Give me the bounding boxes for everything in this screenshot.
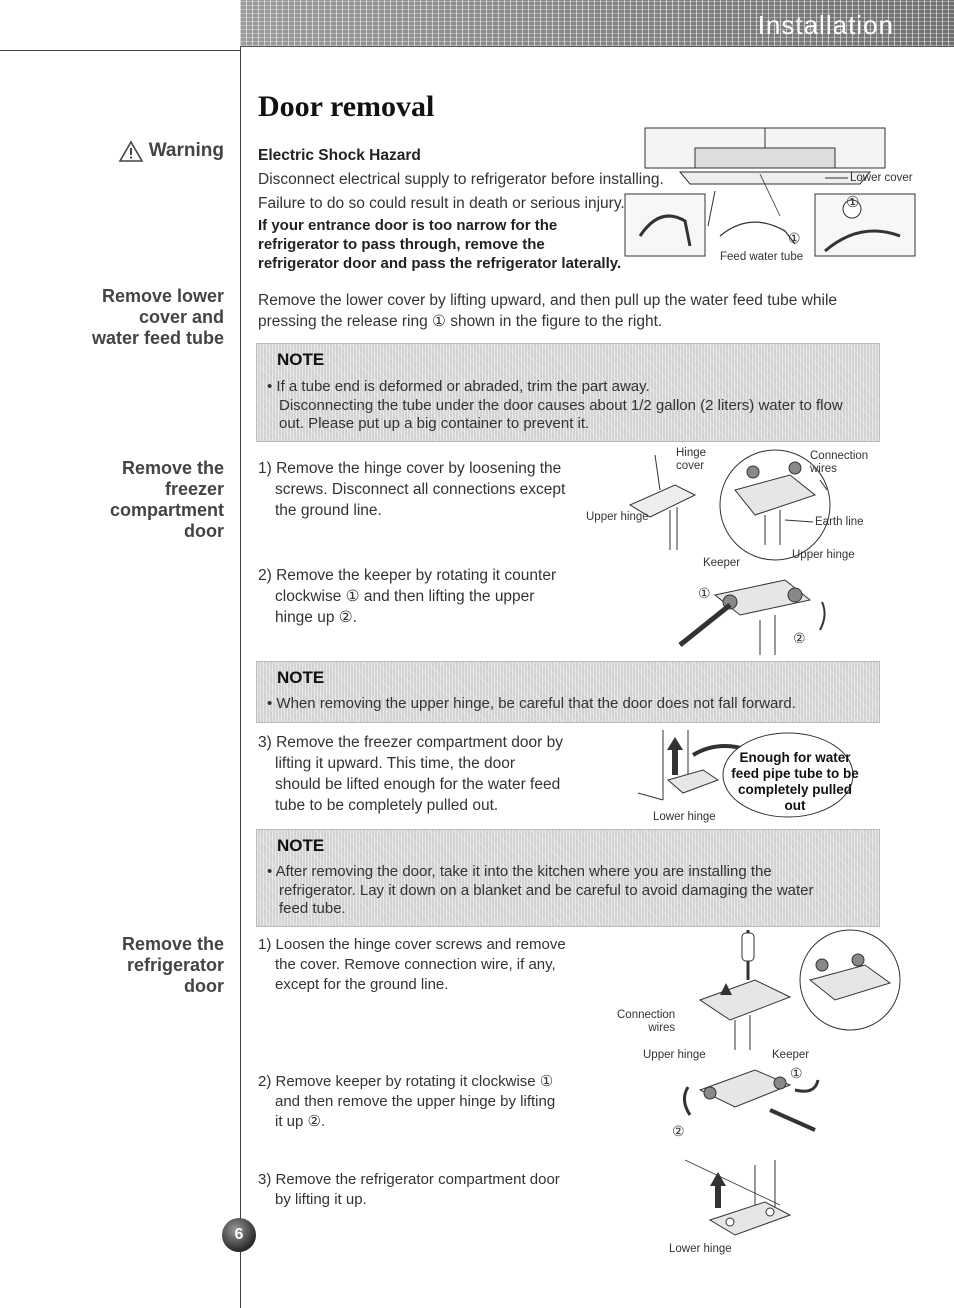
page-number: 6: [234, 1226, 244, 1243]
step-line: 1) Loosen the hinge cover screws and remove: [258, 936, 566, 953]
step-line: clockwise ① and then lifting the upper: [275, 588, 535, 605]
warning-triangle-icon: [119, 141, 143, 162]
heading-line: compartment: [109, 500, 224, 520]
note-title: NOTE: [277, 836, 325, 855]
warning-line-1: Disconnect electrical supply to refrigerator before installing.: [258, 171, 664, 188]
note-line: Disconnecting the tube under the door causes about 1/2 gallon (2 liters) water to flow: [279, 396, 843, 414]
heading-line: cover and: [138, 307, 224, 327]
fig5-marker-2: ②: [672, 1123, 685, 1139]
upper-hinge-caption-2: Upper hinge: [792, 549, 855, 561]
fridge-step-2: [258, 1072, 605, 1132]
callout-line: Enough for water: [739, 750, 851, 765]
connection-wires-caption-2: [617, 1009, 675, 1035]
section-title: Installation: [757, 10, 894, 40]
caption-line: wires: [648, 1022, 676, 1034]
lower-cover-caption: Lower cover: [850, 172, 913, 184]
warning-heading: Electric Shock Hazard: [258, 147, 421, 164]
earth-line-caption: Earth line: [815, 516, 864, 528]
note-title: NOTE: [277, 350, 325, 369]
note-box-1: [256, 343, 880, 442]
note-line: • After removing the door, take it into the kitchen where you are installing the: [267, 863, 772, 880]
note-line: out. Please put up a big container to prevent it.: [279, 415, 590, 432]
fig1-marker-1a: ①: [846, 194, 860, 211]
fig3-marker-2: ②: [793, 630, 806, 646]
refrigerator-hinge-figure: [640, 925, 910, 1125]
fridge-step-3: [258, 1170, 615, 1210]
note-body: [267, 378, 843, 434]
header-band: [240, 0, 954, 47]
narrow-door-line-1: If your entrance door is too narrow for the: [258, 217, 558, 234]
caption-line: wires: [810, 463, 837, 475]
step-line: screws. Disconnect all connections except: [275, 481, 566, 498]
narrow-door-line-2: refrigerator to pass through, remove the: [258, 236, 545, 253]
step-line: it up ②.: [275, 1113, 326, 1130]
keeper-caption-2: Keeper: [772, 1049, 810, 1061]
heading-line: refrigerator: [126, 955, 224, 975]
step-line: should be lifted enough for the water feed: [275, 776, 561, 793]
lower-cover-text-2: pressing the release ring ① shown in the figure to the right.: [258, 313, 663, 330]
caption-line: Connection: [810, 450, 869, 462]
lower-hinge-caption-2: Lower hinge: [669, 1243, 732, 1255]
upper-hinge-caption-3: Upper hinge: [643, 1049, 706, 1061]
freezer-step-3: [258, 732, 615, 816]
lower-hinge-caption: Lower hinge: [653, 811, 716, 823]
callout-line: completely pulled out: [737, 782, 853, 813]
step-line: 1) Remove the hinge cover by loosening the: [258, 460, 562, 477]
fig5-marker-1: ①: [790, 1065, 803, 1081]
note-line: • If a tube end is deformed or abraded, trim the part away.: [267, 378, 650, 395]
warning-label: [119, 140, 224, 162]
caption-line: cover: [676, 460, 705, 472]
note-body: [267, 863, 814, 919]
step-line: by lifting it up.: [275, 1191, 367, 1208]
warning-text: Warning: [148, 140, 224, 161]
heading-remove-lower-cover: [92, 286, 224, 349]
step-line: 2) Remove keeper by rotating it clockwise ①: [258, 1073, 554, 1090]
water-tube-callout: [730, 750, 860, 814]
fridge-step-1: [258, 935, 615, 995]
heading-line: Remove lower: [101, 286, 224, 306]
step-line: 3) Remove the refrigerator compartment door: [258, 1171, 560, 1188]
heading-line: door: [184, 521, 224, 541]
keeper-figure: [670, 560, 870, 660]
note-line: feed tube.: [279, 900, 346, 917]
page-number-badge: [222, 1218, 256, 1252]
step-line: 2) Remove the keeper by rotating it counter: [258, 567, 557, 584]
step-line: except for the ground line.: [275, 976, 449, 993]
freezer-step-2: [258, 565, 605, 628]
heading-remove-refrigerator-door: [122, 934, 224, 997]
note-box-3: [256, 829, 880, 927]
narrow-door-line-3: refrigerator door and pass the refrigerator laterally.: [258, 255, 622, 272]
step-line: lifting it upward. This time, the door: [275, 755, 516, 772]
note-box-2: [256, 661, 880, 723]
page-title: Door removal: [258, 90, 435, 123]
note-line: • When removing the upper hinge, be careful that the door does not fall forward.: [267, 695, 796, 712]
fig3-marker-1: ①: [698, 585, 711, 601]
caption-line: Hinge: [676, 447, 707, 459]
step-line: hinge up ②.: [275, 609, 357, 626]
header-rule: [0, 50, 240, 51]
callout-line: feed pipe tube to be: [731, 766, 859, 781]
heading-line: Remove the: [121, 458, 224, 478]
step-line: the ground line.: [275, 502, 382, 519]
connection-wires-caption: [810, 450, 868, 476]
narrow-door-instruction: [258, 216, 621, 273]
note-title: NOTE: [277, 668, 325, 687]
heading-remove-freezer-door: [110, 458, 224, 542]
warning-line-2: Failure to do so could result in death or serious injury.: [258, 195, 625, 212]
note-body: [267, 695, 796, 714]
step-line: 3) Remove the freezer compartment door by: [258, 734, 563, 751]
left-column-rule: [240, 46, 241, 1308]
heading-line: Remove the: [121, 934, 224, 954]
door-lift-figure: [680, 1150, 820, 1250]
freezer-step-1: [258, 458, 605, 521]
lower-cover-text-1: Remove the lower cover by lifting upward, and then pull up the water feed tube while: [258, 292, 838, 309]
fig1-marker-1b: ①: [788, 230, 801, 246]
heading-line: freezer: [164, 479, 224, 499]
upper-hinge-caption: Upper hinge: [586, 511, 649, 523]
heading-line: door: [184, 976, 224, 996]
note-line: refrigerator. Lay it down on a blanket and be careful to avoid damaging the water: [279, 881, 814, 899]
step-line: and then remove the upper hinge by lifting: [275, 1093, 556, 1110]
step-line: tube to be completely pulled out.: [275, 797, 499, 814]
step-line: the cover. Remove connection wire, if any,: [275, 956, 556, 973]
keeper-caption: Keeper: [703, 557, 741, 569]
caption-line: Connection: [617, 1009, 676, 1021]
heading-line: water feed tube: [91, 328, 224, 348]
hinge-cover-caption: [676, 447, 706, 473]
feed-water-tube-caption: Feed water tube: [720, 251, 804, 263]
